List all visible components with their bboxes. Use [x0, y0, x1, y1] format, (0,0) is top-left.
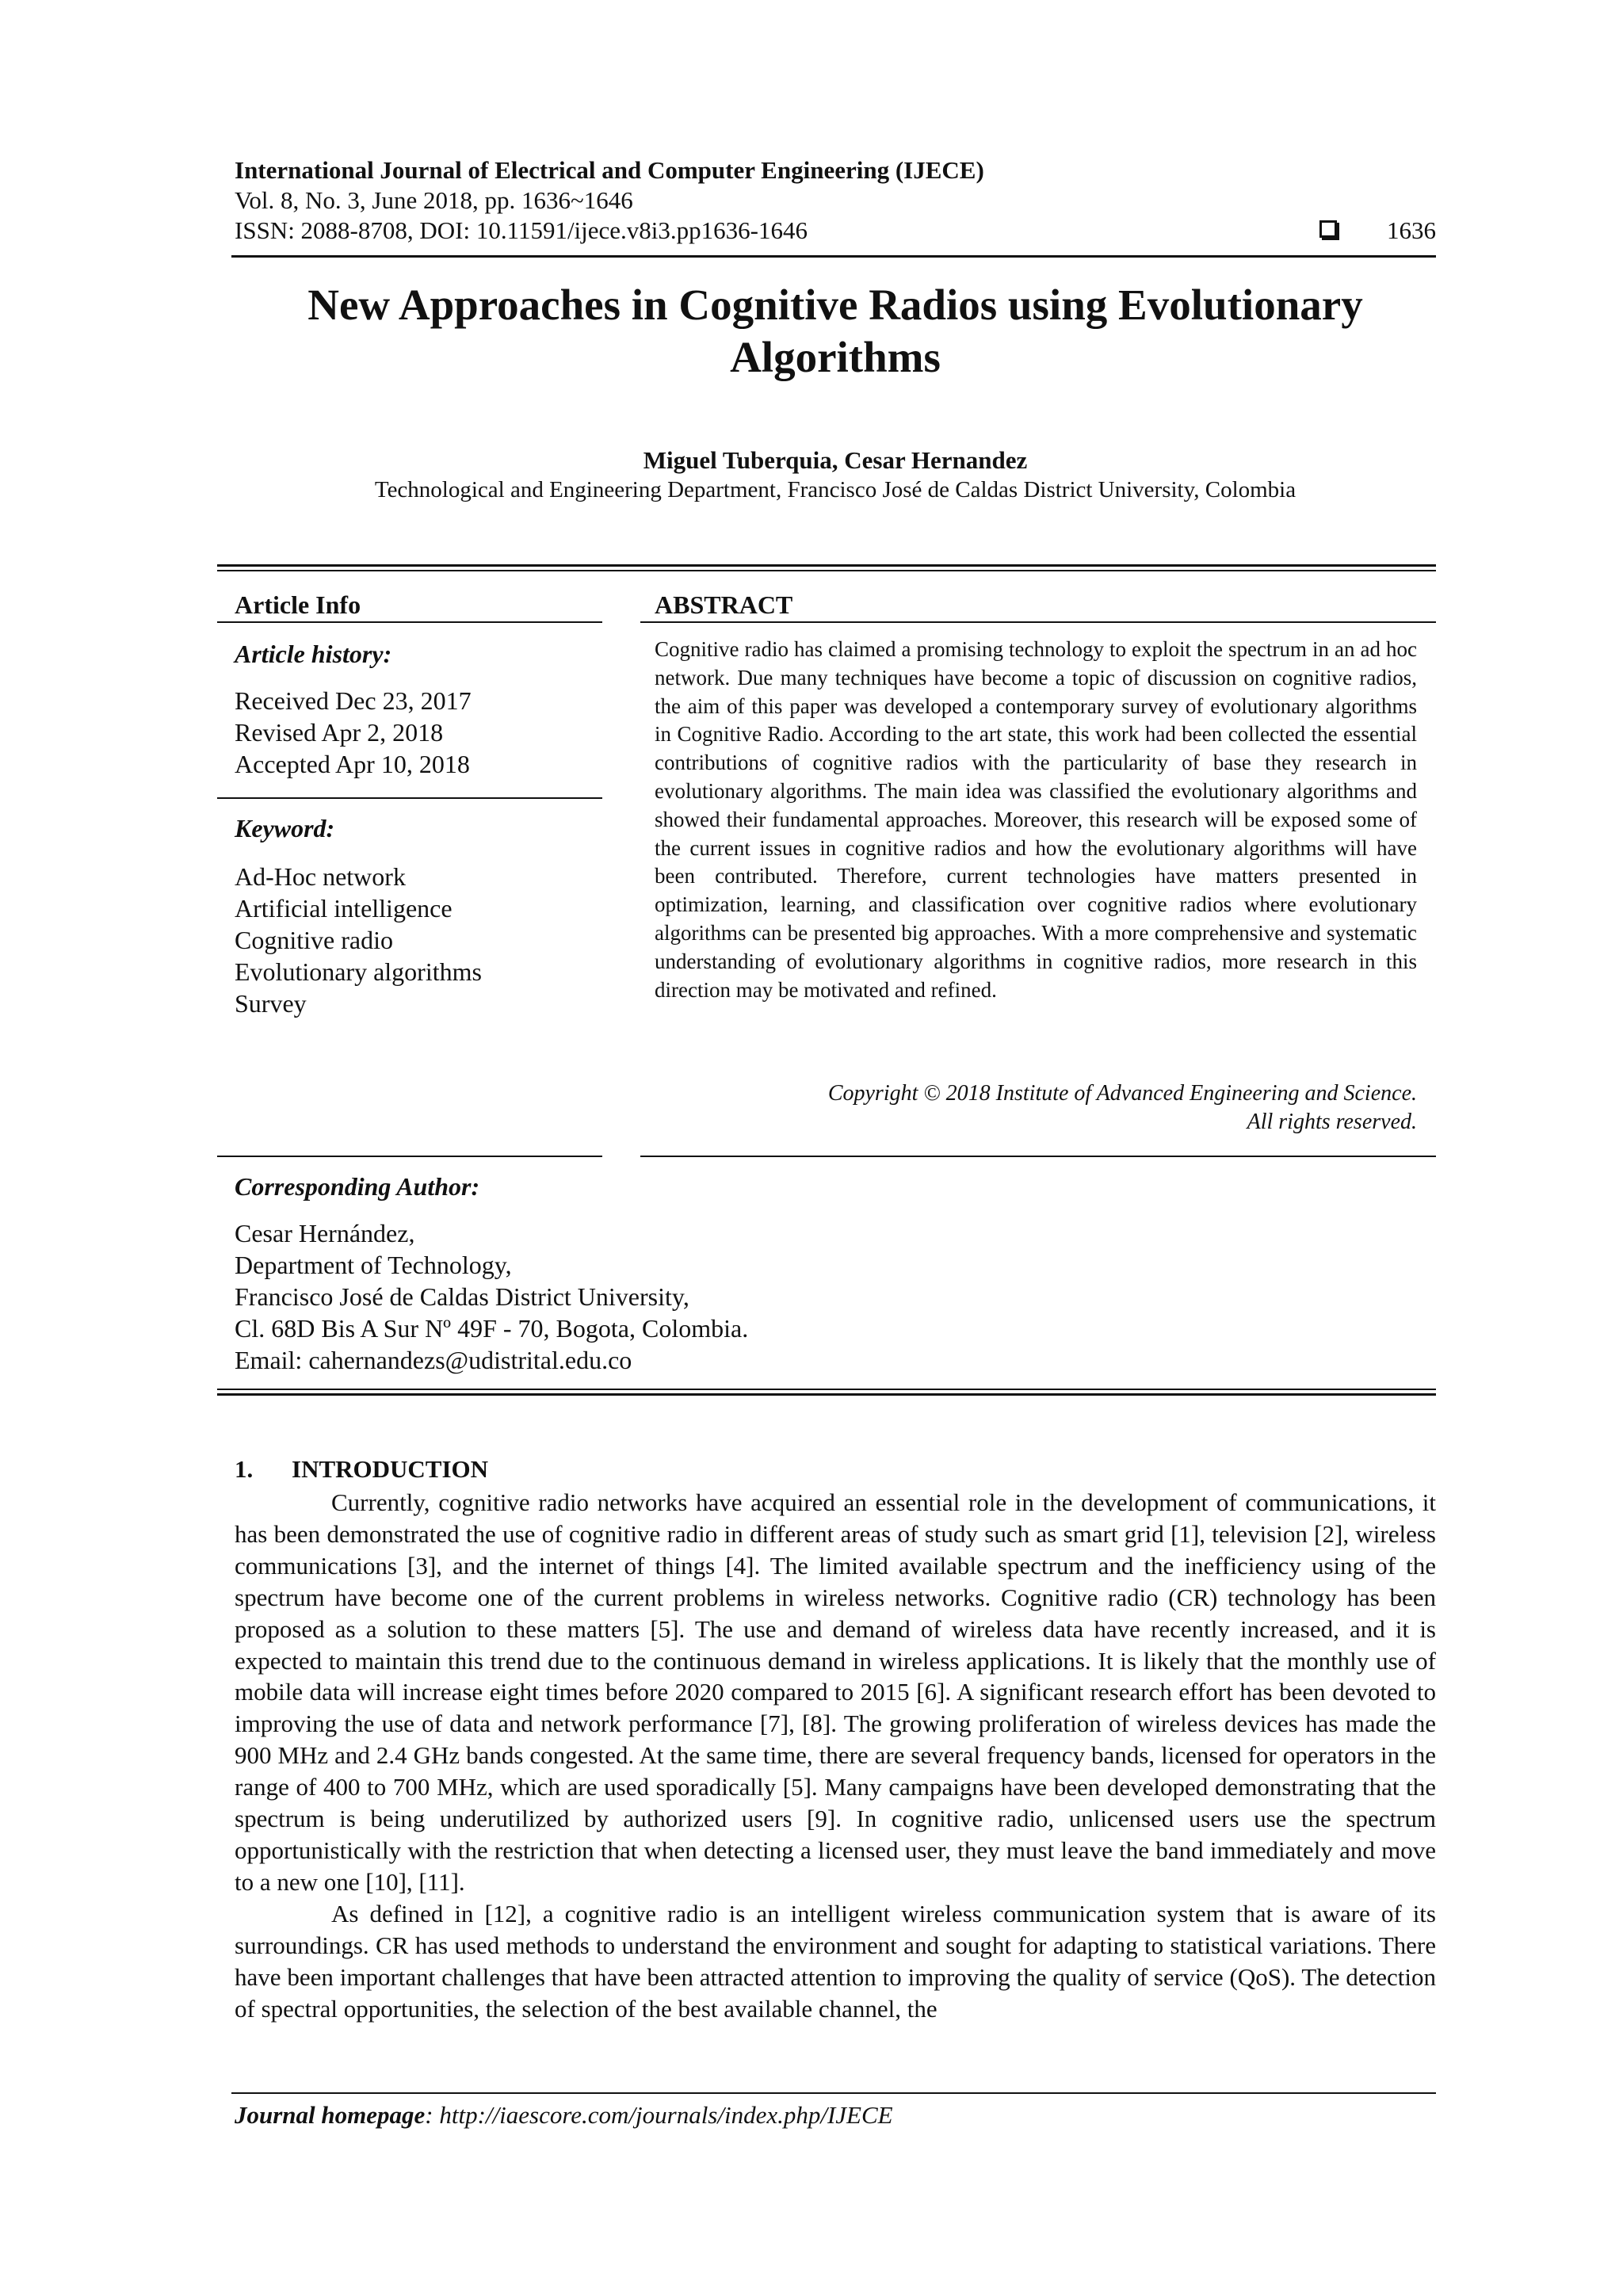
- abstract-heading-rule: [640, 621, 1436, 623]
- homepage-label: Journal homepage: [235, 2101, 426, 2129]
- author-address: Cl. 68D Bis A Sur Nº 49F - 70, Bogota, Colombia.: [235, 1314, 749, 1343]
- journal-issn-doi: ISSN: 2088-8708, DOI: 10.11591/ijece.v8i3.pp1636-1646: [235, 216, 808, 244]
- footer-rule: [231, 2092, 1436, 2094]
- paper-affiliation: Technological and Engineering Department, Francisco José de Caldas District University, Colombia: [374, 477, 1296, 502]
- checkbox-square-icon: [1319, 220, 1337, 238]
- article-history-label: Article history:: [235, 640, 392, 668]
- introduction-paragraph-1: Currently, cognitive radio networks have acquired an essential role in the development of communications, it has been demonstrated the use of cognitive radio in different areas of study such as smart grid [1], television [2], wireless communications [3], and the internet of things [4]. The limited available spectrum and the inefficiency using of the spectrum have become one of the current problems in wireless networks. Cognitive radio (CR) technology has been proposed as a solution to these matters [5]. The use and demand of wireless data have recently increased, and it is expected to maintain this trend due to the continuous demand in wireless applications. It is likely that the monthly use of mobile data will increase eight times before 2020 compared to 2015 [6]. A significant research effort has been devoted to improving the use of data and network performance [7], [8]. The growing proliferation of wireless devices has made the 900 MHz and 2.4 GHz bands congested. At the same time, there are several frequency bands, licensed for operators in the range of 400 to 700 MHz, which are used sporadically [5]. Many campaigns have been developed demonstrating that the spectrum is being underutilized by authorized users [9]. In cognitive radio, unlicensed users use the spectrum opportunistically with the restriction that when detecting a licensed user, they must leave the band immediately and move to a new one [10], [11].: [235, 1488, 1436, 1896]
- article-info-heading: Article Info: [235, 590, 361, 619]
- section-heading-introduction: [235, 1454, 488, 1484]
- abstract-heading: ABSTRACT: [655, 590, 793, 619]
- history-divider: [217, 797, 602, 799]
- keyword-item: Cognitive radio: [235, 926, 393, 954]
- copyright-notice: [655, 1079, 1417, 1137]
- copyright-line: Copyright © 2018 Institute of Advanced Engineering and Science.: [827, 1081, 1417, 1106]
- history-accepted: Accepted Apr 10, 2018: [235, 750, 470, 778]
- abstract-text: Cognitive radio has claimed a promising technology to exploit the spectrum in an ad hoc network. Due many techniques have become a topic of discussion on cognitive radios, the aim of this paper was developed a contemporary survey of evolutionary algorithms in Cognitive Radio. According to the art state, this work had been collected the essential contributions of cognitive radios with the particularity of base they research in evolutionary algorithms. The main idea was classified the evolutionary algorithms and showed their fundamental approaches. Moreover, this research will be exposed some of the current issues in cognitive radios and how the evolutionary algorithms will have been contributed. Therefore, current technologies have matters presented in optimization, learning, and classification over cognitive radios where evolutionary algorithms can be presented big approaches. With a more comprehensive and systematic understanding of evolutionary algorithms in cognitive radios, more research in this direction may be motivated and refined.: [655, 637, 1417, 1002]
- history-received: Received Dec 23, 2017: [235, 686, 472, 715]
- header-rule: [231, 255, 1436, 258]
- keyword-item: Ad-Hoc network: [235, 862, 406, 891]
- keyword-list: [235, 861, 482, 1019]
- abstract-bottom-rule: [640, 1156, 1436, 1157]
- rights-line: All rights reserved.: [1247, 1110, 1417, 1134]
- author-university: Francisco José de Caldas District University,: [235, 1282, 689, 1311]
- journal-volume: Vol. 8, No. 3, June 2018, pp. 1636~1646: [235, 186, 633, 214]
- info-bottom-rule: [217, 1393, 1436, 1396]
- introduction-body: [235, 1487, 1436, 2024]
- info-top-rule-inner: [217, 570, 1436, 571]
- article-info-bottom-rule: [217, 1156, 602, 1157]
- keyword-item: Survey: [235, 989, 307, 1018]
- info-bottom-rule-inner: [217, 1389, 1436, 1390]
- homepage-separator: :: [425, 2101, 440, 2129]
- keyword-item: Evolutionary algorithms: [235, 957, 482, 986]
- author-email: Email: cahernandezs@udistrital.edu.co: [235, 1346, 632, 1374]
- homepage-url[interactable]: http://iaescore.com/journals/index.php/IJECE: [439, 2101, 893, 2129]
- history-revised: Revised Apr 2, 2018: [235, 718, 444, 747]
- paper-title: New Approaches in Cognitive Radios using Evolutionary Algorithms: [307, 281, 1363, 381]
- journal-name: International Journal of Electrical and Computer Engineering (IJECE): [235, 156, 984, 184]
- corresponding-author-details: [235, 1217, 748, 1376]
- article-info-heading-rule: [217, 621, 602, 623]
- article-history-list: [235, 685, 472, 780]
- section-number: 1.: [235, 1455, 254, 1483]
- journal-homepage: [235, 2100, 893, 2130]
- keyword-item: Artificial intelligence: [235, 894, 453, 923]
- corresponding-author-label: Corresponding Author:: [235, 1172, 480, 1201]
- author-name: Cesar Hernández,: [235, 1219, 415, 1247]
- page-number: 1636: [1387, 216, 1436, 244]
- author-department: Department of Technology,: [235, 1251, 512, 1279]
- section-title: INTRODUCTION: [292, 1455, 489, 1483]
- introduction-paragraph-2: As defined in [12], a cognitive radio is an intelligent wireless communication system that is aware of its surroundings. CR has used methods to understand the environment and sought for adapting to statistical variations. There have been important challenges that have been attracted attention to improving the quality of service (QoS). The detection of spectral opportunities, the selection of the best available channel, the: [235, 1899, 1436, 2023]
- info-top-rule: [217, 564, 1436, 567]
- keyword-label: Keyword:: [235, 814, 335, 842]
- paper-authors: Miguel Tuberquia, Cesar Hernandez: [643, 446, 1028, 474]
